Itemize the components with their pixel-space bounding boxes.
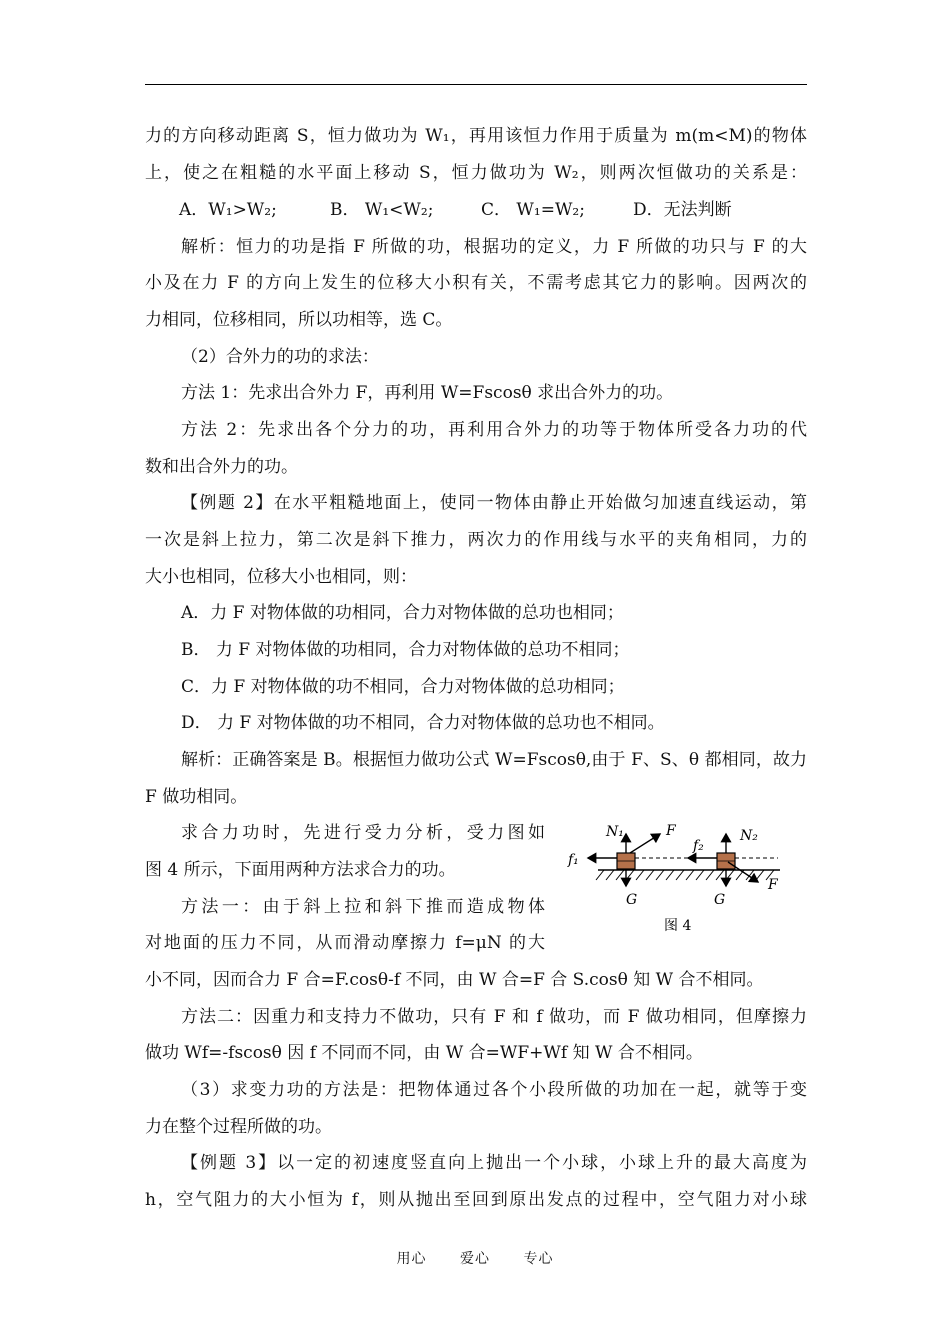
text-line: 一次是斜上拉力，第二次是斜下推力，两次力的作用线与水平的夹角相同，力的	[145, 530, 807, 550]
text-line: 方法一：由于斜上拉和斜下推而造成物体	[181, 897, 545, 917]
option-a: A．W₁>W₂;	[179, 200, 277, 220]
text-line: 方法 1：先求出合外力 F，再利用 W=Fscosθ 求出合外力的功。	[181, 383, 674, 403]
block-left	[617, 853, 635, 869]
text-line: F 做功相同。	[145, 787, 248, 807]
choice-line: D． 力 F 对物体做的功不相同，合力对物体做的总功也不相同。	[181, 713, 665, 733]
text-line: 解析：正确答案是 B。根据恒力做功公式 W=Fscosθ,由于 F、S、θ 都相同，故力	[181, 750, 807, 770]
text-line: 力的方向移动距离 S，恒力做功为 W₁，再用该恒力作用于质量为 m(m<M)的物体	[145, 126, 807, 146]
choice-line: A．力 F 对物体做的功相同，合力对物体做的总功也相同；	[181, 603, 624, 623]
text-line: h，空气阻力的大小恒为 f，则从抛出至回到原出发点的过程中，空气阻力对小球	[145, 1190, 807, 1210]
label-f2: f₂	[693, 838, 704, 854]
text-line: 小及在力 F 的方向上发生的位移大小积有关，不需考虑其它力的影响。因两次的	[145, 273, 807, 293]
text-line: 方法 2：先求出各个分力的功，再利用合外力的功等于物体所受各力功的代	[181, 420, 807, 440]
option-d: D．无法判断	[633, 200, 732, 220]
block-right	[717, 853, 735, 869]
text-line: 小不同，因而合力 F 合=F.cosθ-f 不同，由 W 合=F 合 S.cosθ 知 W 合不相同。	[145, 970, 764, 990]
text-line: 力在整个过程所做的功。	[145, 1117, 332, 1137]
text-line: 方法二：因重力和支持力不做功，只有 F 和 f 做功，而 F 做功相同，但摩擦力	[181, 1007, 807, 1027]
text-line: 图 4 所示，下面用两种方法求合力的功。	[145, 860, 456, 880]
text-line: 上，使之在粗糙的水平面上移动 S，恒力做功为 W₂，则两次恒做功的关系是：	[145, 163, 807, 183]
label-g-right: G	[714, 892, 726, 908]
text-line: 数和出合外力的功。	[145, 457, 298, 477]
label-n1: N₁	[606, 824, 624, 840]
text-line: 【例题 3】以一定的初速度竖直向上抛出一个小球，小球上升的最大高度为	[181, 1153, 807, 1173]
section-heading: （2）合外力的功的求法：	[181, 347, 379, 367]
label-n2: N₂	[740, 828, 758, 844]
text-line: 做功 Wf=-fscosθ 因 f 不同而不同，由 W 合=WF+Wf 知 W 合不相同。	[145, 1043, 703, 1063]
text-line: 力相同，位移相同，所以功相等，选 C。	[145, 310, 453, 330]
figure-caption: 图 4	[664, 918, 692, 934]
force-diagram	[560, 812, 800, 942]
label-f-left: F	[666, 823, 676, 839]
option-c: C． W₁=W₂;	[481, 200, 585, 220]
option-b: B． W₁<W₂;	[330, 200, 434, 220]
choice-line: B． 力 F 对物体做的功相同，合力对物体做的总功不相同；	[181, 640, 630, 660]
label-f1: f₁	[568, 852, 579, 868]
page-footer: 用心 爱心 专心	[396, 1251, 554, 1267]
pull-force-arrow	[630, 834, 660, 853]
text-line: 大小也相同，位移大小也相同，则：	[145, 567, 417, 587]
header-rule	[145, 84, 807, 85]
text-line: 求合力功时，先进行受力分析，受力图如	[181, 823, 545, 843]
text-line: 解析：恒力的功是指 F 所做的功，根据功的定义，力 F 所做的功只与 F 的大	[181, 237, 807, 257]
text-line: 对地面的压力不同，从而滑动摩擦力 f=μN 的大	[145, 933, 545, 953]
label-f-right: F	[768, 877, 778, 893]
text-line: （3）求变力功的方法是：把物体通过各个小段所做的功加在一起，就等于变	[181, 1080, 807, 1100]
text-line: 【例题 2】在水平粗糙地面上，使同一物体由静止开始做匀加速直线运动，第	[181, 493, 807, 513]
label-g-left: G	[626, 892, 638, 908]
choice-line: C．力 F 对物体做的功不相同，合力对物体做的总功相同；	[181, 677, 625, 697]
